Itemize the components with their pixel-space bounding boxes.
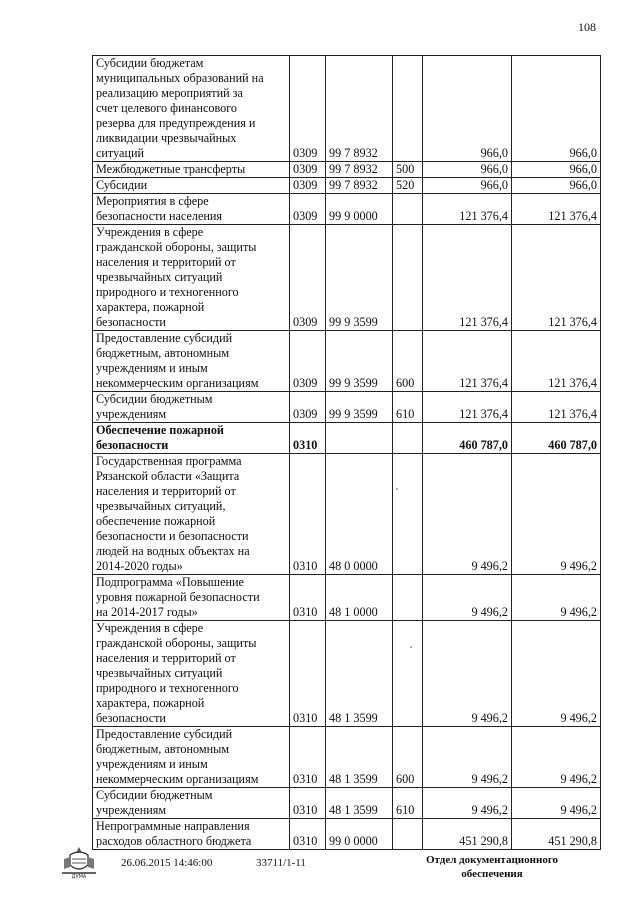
budget-table [92, 55, 601, 850]
row-amount-2: 121 376,4 [512, 331, 601, 392]
row-section: 0309 [290, 162, 326, 178]
row-article: 99 9 3599 [326, 331, 393, 392]
table-row [93, 331, 601, 392]
row-amount-1: 121 376,4 [423, 331, 512, 392]
row-amount-2: 966,0 [512, 162, 601, 178]
row-article [326, 423, 393, 454]
row-section: 0310 [290, 788, 326, 819]
row-amount-1: 460 787,0 [423, 423, 512, 454]
row-article: 99 7 8932 [326, 56, 393, 162]
row-amount-2: 966,0 [512, 56, 601, 162]
row-section: 0310 [290, 727, 326, 788]
table-row [93, 225, 601, 331]
row-article: 99 9 3599 [326, 392, 393, 423]
row-amount-1: 9 496,2 [423, 788, 512, 819]
row-article: 99 7 8932 [326, 162, 393, 178]
row-section: 0309 [290, 225, 326, 331]
row-expense-type: 600 [393, 727, 423, 788]
row-expense-type: 610 [393, 392, 423, 423]
row-section: 0310 [290, 621, 326, 727]
row-name: Мероприятия в сфере безопасности населения [93, 194, 290, 225]
row-amount-2: 9 496,2 [512, 621, 601, 727]
row-section: 0309 [290, 178, 326, 194]
row-name: Подпрограмма «Повышение уровня пожарной безопасности на 2014-2017 годы» [93, 575, 290, 621]
row-expense-type [393, 194, 423, 225]
row-amount-2: 966,0 [512, 178, 601, 194]
table-row [93, 788, 601, 819]
table-row [93, 575, 601, 621]
row-name: Субсидии [93, 178, 290, 194]
row-amount-1: 9 496,2 [423, 454, 512, 575]
row-section: 0309 [290, 194, 326, 225]
row-amount-1: 121 376,4 [423, 392, 512, 423]
table-row [93, 621, 601, 727]
row-expense-type: 600 [393, 331, 423, 392]
row-expense-type: 610 [393, 788, 423, 819]
row-expense-type [393, 423, 423, 454]
row-amount-2: 460 787,0 [512, 423, 601, 454]
table-row [93, 392, 601, 423]
row-section: 0309 [290, 56, 326, 162]
row-article: 99 7 8932 [326, 178, 393, 194]
logo-text: ДУМА [71, 874, 87, 879]
row-article: 48 1 0000 [326, 575, 393, 621]
row-expense-type [393, 575, 423, 621]
row-amount-2: 9 496,2 [512, 454, 601, 575]
row-name: Субсидии бюджетным учреждениям [93, 392, 290, 423]
row-expense-type [393, 225, 423, 331]
row-amount-1: 451 290,8 [423, 819, 512, 850]
table-row [93, 819, 601, 850]
row-amount-2: 9 496,2 [512, 575, 601, 621]
row-amount-1: 9 496,2 [423, 621, 512, 727]
row-name: Учреждения в сфере гражданской обороны, защиты населения и территорий от чрезвычайных ситуаций природного и техногенного характера, пожарной безопасности [93, 225, 290, 331]
row-section: 0310 [290, 454, 326, 575]
scan-speck [410, 646, 412, 648]
row-name: Предоставление субсидий бюджетным, автономным учреждениям и иным некоммерческим организациям [93, 331, 290, 392]
row-name: Обеспечение пожарной безопасности [93, 423, 290, 454]
row-section: 0310 [290, 575, 326, 621]
row-name: Субсидии бюджетам муниципальных образований на реализацию мероприятий за счет целевого финансового резерва для предупреждения и ликвидации чрезвычайных ситуаций [93, 56, 290, 162]
row-expense-type: 520 [393, 178, 423, 194]
row-name: Учреждения в сфере гражданской обороны, защиты населения и территорий от чрезвычайных ситуаций природного и техногенного характера, пожарной безопасности [93, 621, 290, 727]
row-article: 99 9 3599 [326, 225, 393, 331]
row-article: 48 1 3599 [326, 727, 393, 788]
row-name: Непрограммные направления расходов областного бюджета [93, 819, 290, 850]
table-row [93, 178, 601, 194]
row-section: 0310 [290, 423, 326, 454]
row-amount-1: 121 376,4 [423, 194, 512, 225]
row-amount-1: 966,0 [423, 162, 512, 178]
row-amount-1: 9 496,2 [423, 575, 512, 621]
row-amount-1: 121 376,4 [423, 225, 512, 331]
row-expense-type [393, 819, 423, 850]
row-name: Межбюджетные трансферты [93, 162, 290, 178]
page-number: 108 [578, 20, 596, 34]
row-article: 99 0 0000 [326, 819, 393, 850]
footer-doc-number: 33711/1-11 [256, 857, 306, 869]
row-amount-2: 121 376,4 [512, 194, 601, 225]
row-section: 0309 [290, 331, 326, 392]
row-amount-1: 9 496,2 [423, 727, 512, 788]
row-name: Субсидии бюджетным учреждениям [93, 788, 290, 819]
row-amount-2: 121 376,4 [512, 225, 601, 331]
row-article: 48 1 3599 [326, 621, 393, 727]
footer-department: Отдел документационного обеспечения [425, 854, 559, 880]
row-section: 0309 [290, 392, 326, 423]
footer-date: 26.06.2015 14:46:00 [121, 857, 213, 869]
budget-table-body [93, 56, 601, 850]
row-expense-type [393, 621, 423, 727]
table-row [93, 162, 601, 178]
row-amount-2: 9 496,2 [512, 788, 601, 819]
coat-of-arms-logo [56, 845, 102, 879]
row-name: Предоставление субсидий бюджетным, автономным учреждениям и иным некоммерческим организациям [93, 727, 290, 788]
row-amount-2: 451 290,8 [512, 819, 601, 850]
scan-speck [396, 488, 398, 490]
row-article: 48 1 3599 [326, 788, 393, 819]
table-row [93, 423, 601, 454]
row-article: 99 9 0000 [326, 194, 393, 225]
row-amount-1: 966,0 [423, 178, 512, 194]
row-expense-type [393, 56, 423, 162]
table-row [93, 56, 601, 162]
row-amount-1: 966,0 [423, 56, 512, 162]
row-amount-2: 121 376,4 [512, 392, 601, 423]
row-section: 0310 [290, 819, 326, 850]
table-row [93, 194, 601, 225]
row-article: 48 0 0000 [326, 454, 393, 575]
row-amount-2: 9 496,2 [512, 727, 601, 788]
table-row [93, 454, 601, 575]
row-expense-type: 500 [393, 162, 423, 178]
row-expense-type [393, 454, 423, 575]
table-row [93, 727, 601, 788]
row-name: Государственная программа Рязанской области «Защита населения и территорий от чрезвычайных ситуаций, обеспечение пожарной безопасности и безопасности людей на водных объектах на 2014-2020 годы» [93, 454, 290, 575]
